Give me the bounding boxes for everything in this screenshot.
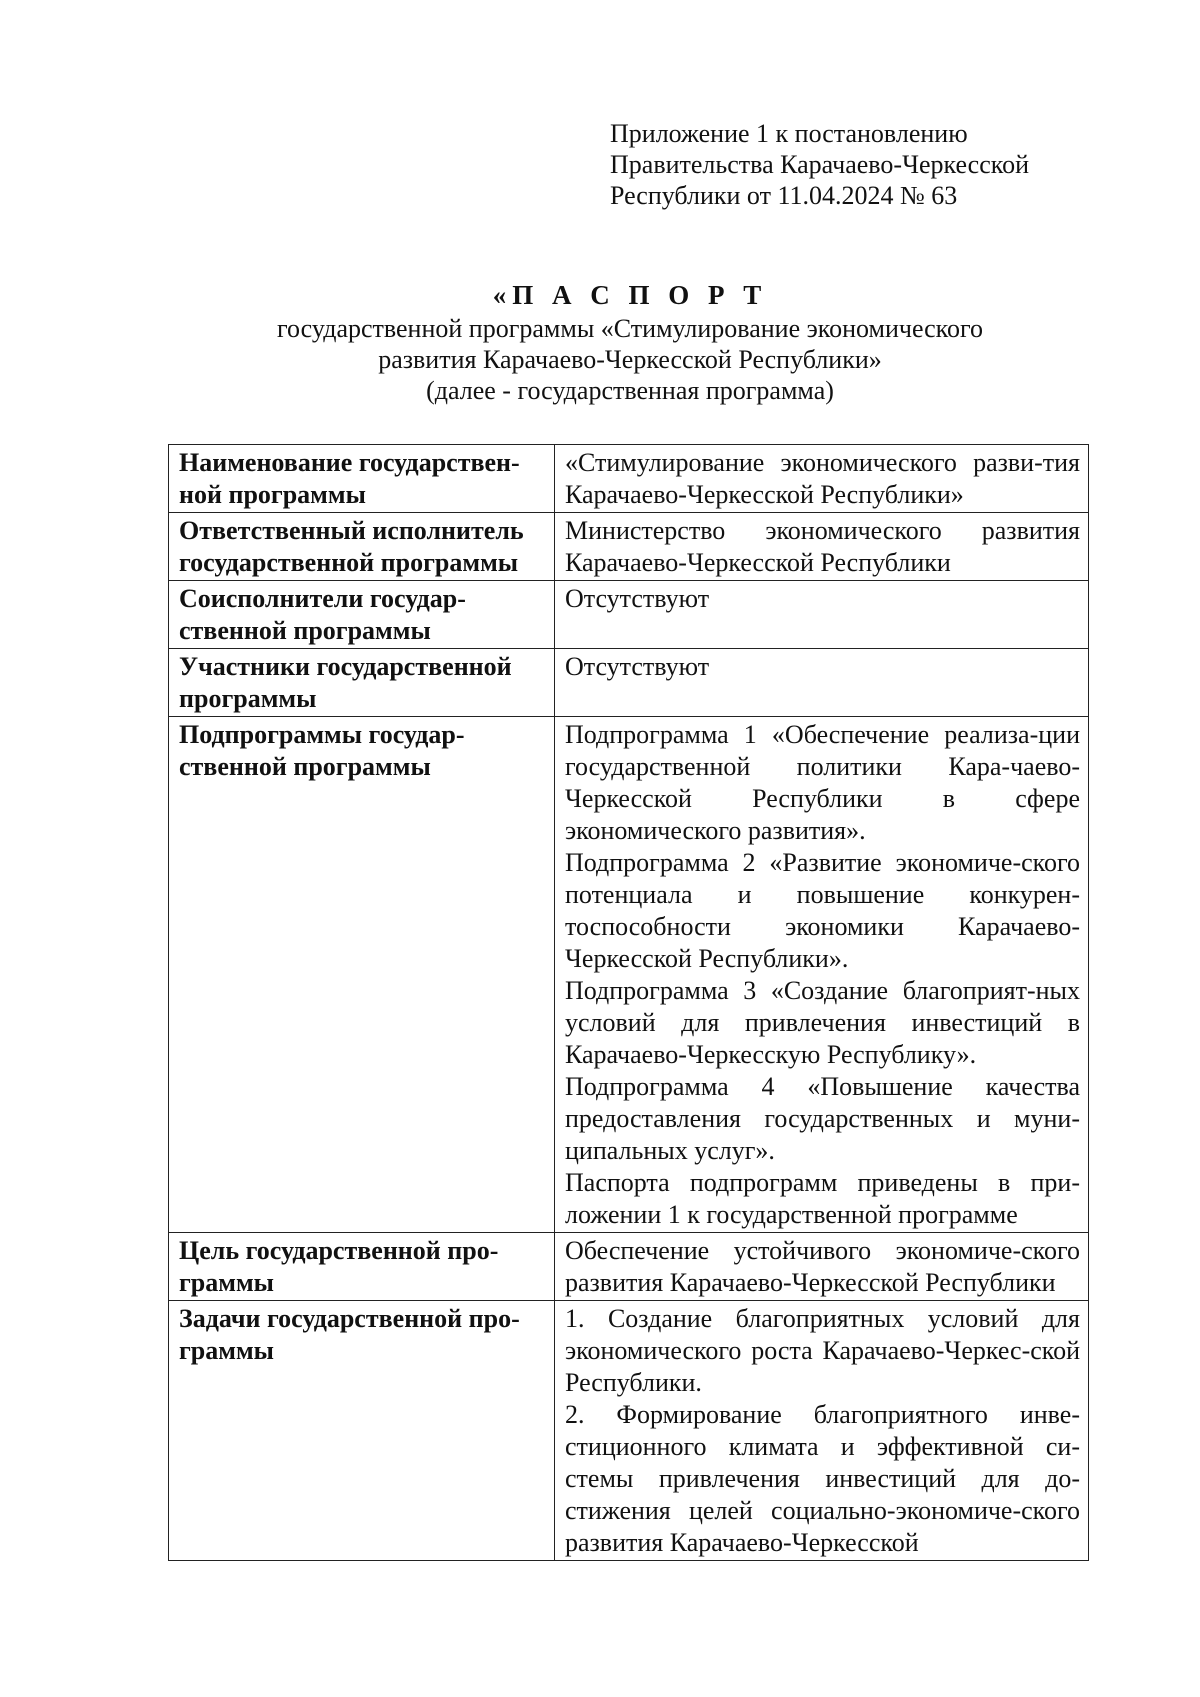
value-paragraph: Отсутствуют	[565, 584, 710, 613]
passport-table	[168, 444, 1089, 1561]
approval-line-3: Республики от 11.04.2024 № 63	[610, 181, 958, 210]
row-label: Подпрограммы государ-ственной программы	[169, 717, 555, 1233]
row-label: Участники государственной программы	[169, 649, 555, 717]
passport-table-body	[169, 445, 1089, 1561]
row-value	[555, 1301, 1089, 1561]
row-value	[555, 513, 1089, 581]
table-row	[169, 649, 1089, 717]
table-row	[169, 445, 1089, 513]
row-label: Задачи государственной про-граммы	[169, 1301, 555, 1561]
row-value	[555, 1233, 1089, 1301]
heading-line-2: развития Карачаево-Черкесской Республики»	[378, 345, 882, 374]
value-paragraph: «Стимулирование экономического разви-тия Карачаево-Черкесской Республики»	[565, 448, 1080, 509]
heading-line-1: государственной программы «Стимулирование экономического	[277, 314, 983, 343]
value-paragraph: 2. Формирование благоприятного инве-стиционного климата и эффективной си-стемы привлечения инвестиций для до-стижения целей социально-экономиче-ского развития Карачаево-Черкесской	[565, 1400, 1080, 1557]
value-paragraph: Министерство экономического развития Карачаево-Черкесской Республики	[565, 516, 1080, 577]
row-value	[555, 445, 1089, 513]
row-label: Соисполнители государ-ственной программы	[169, 581, 555, 649]
approval-line-2: Правительства Карачаево-Черкесской	[610, 150, 1029, 179]
document-title: «П А С П О Р Т	[492, 280, 768, 310]
heading-line-3: (далее - государственная программа)	[426, 376, 834, 405]
value-paragraph: Отсутствуют	[565, 652, 710, 681]
row-label: Наименование государствен-ной программы	[169, 445, 555, 513]
value-paragraph: Паспорта подпрограмм приведены в при-ложении 1 к государственной программе	[565, 1168, 1080, 1229]
row-value	[555, 581, 1089, 649]
value-paragraph: Обеспечение устойчивого экономиче-ского развития Карачаево-Черкесской Республики	[565, 1236, 1080, 1297]
table-row	[169, 581, 1089, 649]
table-row	[169, 717, 1089, 1233]
document-heading	[170, 280, 1090, 406]
table-row	[169, 1233, 1089, 1301]
row-label: Ответственный исполнитель государственной программы	[169, 513, 555, 581]
value-paragraph: Подпрограмма 2 «Развитие экономиче-ского потенциала и повышение конкурен-тоспособности экономики Карачаево-Черкесской Республики».	[565, 848, 1080, 973]
approval-block	[610, 118, 1170, 211]
row-value	[555, 649, 1089, 717]
table-row	[169, 1301, 1089, 1561]
value-paragraph: 1. Создание благоприятных условий для экономического роста Карачаево-Черкес-ской Республики.	[565, 1304, 1080, 1397]
value-paragraph: Подпрограмма 1 «Обеспечение реализа-ции государственной политики Кара-чаево-Черкесской Республики в сфере экономического развития».	[565, 720, 1080, 845]
row-value	[555, 717, 1089, 1233]
table-row	[169, 513, 1089, 581]
value-paragraph: Подпрограмма 4 «Повышение качества предоставления государственных и муни-ципальных услуг».	[565, 1072, 1080, 1165]
row-label: Цель государственной про-граммы	[169, 1233, 555, 1301]
approval-line-1: Приложение 1 к постановлению	[610, 119, 968, 148]
value-paragraph: Подпрограмма 3 «Создание благоприят-ных условий для привлечения инвестиций в Карачаево-Черкесскую Республику».	[565, 976, 1080, 1069]
